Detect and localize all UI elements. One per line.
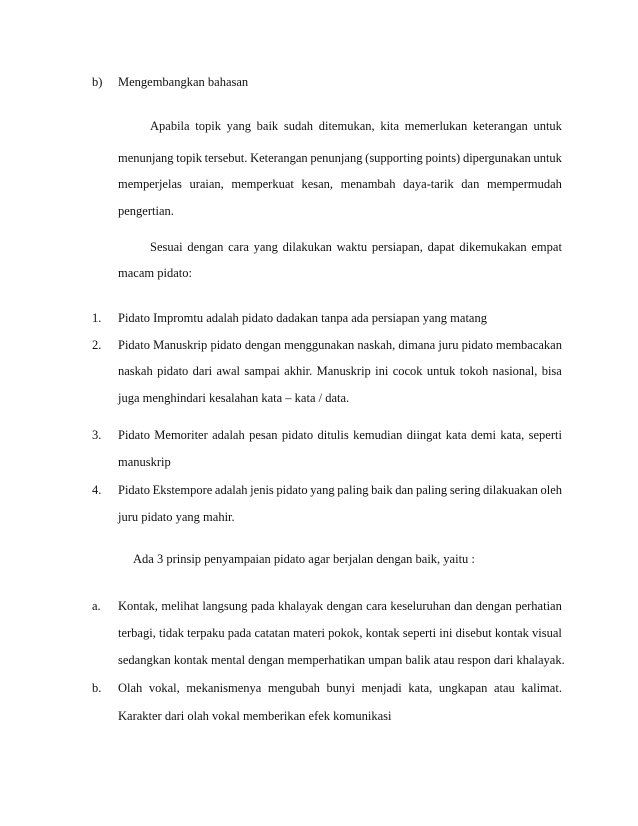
section-heading: Mengembangkan bahasan bbox=[118, 75, 249, 89]
list-item-line: Karakter dari olah vokal memberikan efek komunikasi bbox=[118, 709, 392, 723]
list-item-line: Pidato Memoriter adalah pesan pidato ditulis kemudian diingat kata demi kata, seperti bbox=[118, 428, 562, 442]
list-item-line: Pidato Impromtu adalah pidato dadakan tanpa ada persiapan yang matang bbox=[118, 311, 487, 325]
list-item-line: terbagi, tidak terpaku pada catatan materi pokok, kontak seperti ini disebut kontak visual bbox=[118, 626, 562, 640]
paragraph2-line: macam pidato: bbox=[118, 266, 192, 280]
list-item-line: sedangkan kontak mental dengan memperhatikan umpan balik atau respon dari khalayak. bbox=[118, 653, 565, 667]
principles-intro: Ada 3 prinsip penyampaian pidato agar berjalan dengan baik, yaitu : bbox=[133, 552, 475, 566]
paragraph1-line: memperjelas uraian, memperkuat kesan, menambah daya-tarik dan mempermudah bbox=[118, 177, 562, 191]
list-item-line: Pidato Ekstempore adalah jenis pidato yang paling baik dan paling sering dilakuakan oleh bbox=[118, 483, 562, 497]
paragraph1-line: pengertian. bbox=[118, 204, 174, 218]
paragraph1-line: menunjang topik tersebut. Keterangan penunjang (supporting points) dipergunakan untuk bbox=[118, 151, 562, 165]
list-item-line: juga menghindari kesalahan kata – kata / data. bbox=[118, 391, 350, 405]
list-marker: 1. bbox=[92, 311, 102, 325]
list-item-line: manuskrip bbox=[118, 455, 171, 469]
list-item-line: Kontak, melihat langsung pada khalayak dengan cara keseluruhan dan dengan perhatian bbox=[118, 599, 562, 613]
list-marker: b. bbox=[92, 681, 102, 695]
list-marker: 3. bbox=[92, 428, 102, 442]
paragraph1-line: Apabila topik yang baik sudah ditemukan, kita memerlukan keterangan untuk bbox=[150, 119, 562, 133]
list-marker: 4. bbox=[92, 483, 102, 497]
paragraph2-line: Sesuai dengan cara yang dilakukan waktu persiapan, dapat dikemukakan empat bbox=[150, 240, 562, 254]
list-item-line: juru pidato yang mahir. bbox=[118, 510, 235, 524]
list-item-line: Pidato Manuskrip pidato dengan menggunakan naskah, dimana juru pidato membacakan bbox=[118, 338, 562, 352]
list-item-line: naskah pidato dari awal sampai akhir. Manuskrip ini cocok untuk tokoh nasional, bisa bbox=[118, 364, 562, 378]
list-item-line: Olah vokal, mekanismenya mengubah bunyi menjadi kata, ungkapan atau kalimat. bbox=[118, 681, 562, 695]
list-marker: 2. bbox=[92, 338, 102, 352]
section-marker: b) bbox=[92, 75, 103, 89]
list-marker: a. bbox=[92, 599, 101, 613]
